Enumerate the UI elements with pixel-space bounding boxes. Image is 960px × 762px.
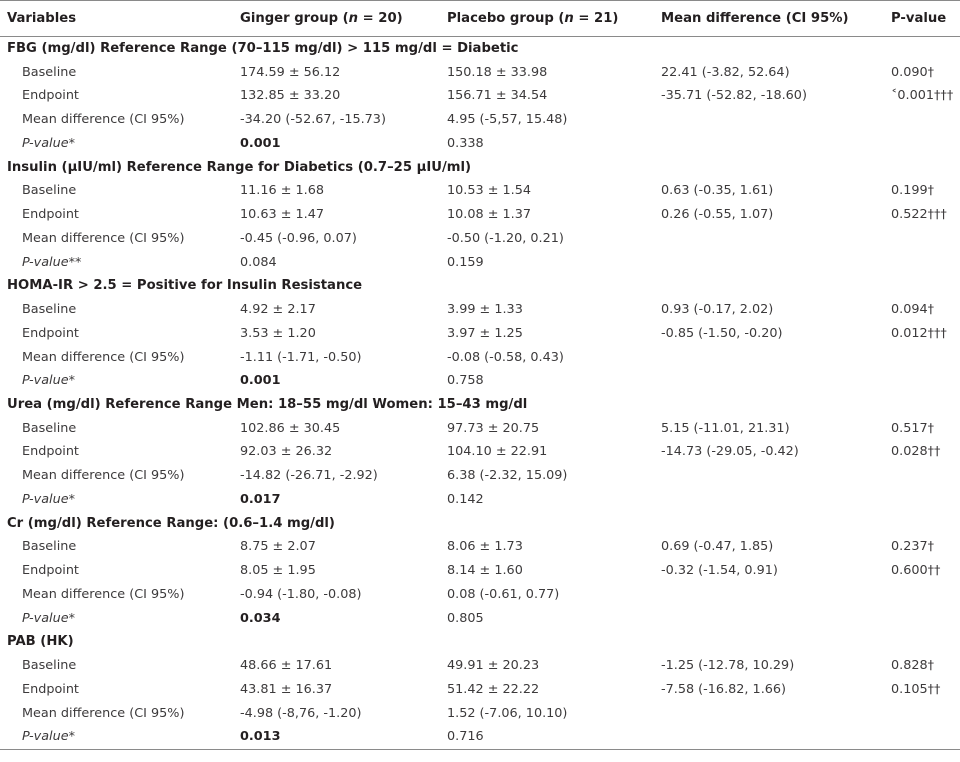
row-label: P-value* xyxy=(22,135,75,151)
header-placebo-group xyxy=(447,1,661,37)
row-label: Baseline xyxy=(22,183,77,199)
table-row xyxy=(0,488,960,512)
section-header-row xyxy=(0,274,960,298)
header-variables: Variables xyxy=(0,1,240,37)
table-row xyxy=(0,61,960,85)
placebo-value: 8.06 ± 1.73 xyxy=(447,539,523,555)
section-header-row xyxy=(0,156,960,180)
table-row xyxy=(0,559,960,583)
p-value xyxy=(891,369,960,393)
section-title: PAB (HK) xyxy=(7,634,74,650)
header-ginger-pre: Ginger group ( xyxy=(240,11,349,26)
row-label: P-value* xyxy=(22,610,75,626)
mean-difference-value xyxy=(661,108,891,132)
p-value xyxy=(891,346,960,370)
table-row xyxy=(0,346,960,370)
row-label: Mean difference (CI 95%) xyxy=(22,705,185,721)
p-value: 0.237† xyxy=(891,539,935,555)
table-row xyxy=(0,84,960,108)
row-label: Mean difference (CI 95%) xyxy=(22,468,185,484)
ginger-value: 102.86 ± 30.45 xyxy=(240,420,341,436)
section-title: FBG (mg/dl) Reference Range (70–115 mg/dl) > 115 mg/dl = Diabetic xyxy=(7,41,519,56)
table-row xyxy=(0,725,960,749)
mean-difference-value xyxy=(661,583,891,607)
ginger-value: -0.94 (-1.80, -0.08) xyxy=(240,586,362,602)
p-value xyxy=(891,108,960,132)
table-row xyxy=(0,251,960,275)
ginger-value: 0.017 xyxy=(240,491,281,507)
p-value: 0.094† xyxy=(891,302,935,318)
placebo-value: 8.14 ± 1.60 xyxy=(447,563,523,579)
row-label: Endpoint xyxy=(22,207,79,223)
p-value xyxy=(891,464,960,488)
row-label: P-value* xyxy=(22,491,75,507)
table-row xyxy=(0,298,960,322)
table-row xyxy=(0,702,960,726)
placebo-value: 10.53 ± 1.54 xyxy=(447,183,531,199)
table-row xyxy=(0,322,960,346)
ginger-value: 8.75 ± 2.07 xyxy=(240,539,316,555)
ginger-value: -34.20 (-52.67, -15.73) xyxy=(240,112,386,128)
table-row xyxy=(0,440,960,464)
ginger-value: 4.92 ± 2.17 xyxy=(240,302,316,318)
p-value: 0.517† xyxy=(891,420,935,436)
ginger-value: 11.16 ± 1.68 xyxy=(240,183,324,199)
p-value: 0.600†† xyxy=(891,563,941,579)
placebo-value: 4.95 (-5,57, 15.48) xyxy=(447,112,568,128)
mean-difference-value xyxy=(661,251,891,275)
section-header-row xyxy=(0,393,960,417)
section-title: Urea (mg/dl) Reference Range Men: 18–55 mg/dl Women: 15–43 mg/dl xyxy=(7,397,528,413)
header-placebo-n: n xyxy=(564,11,574,26)
placebo-value: 6.38 (-2.32, 15.09) xyxy=(447,468,568,484)
placebo-value: 3.99 ± 1.33 xyxy=(447,302,523,318)
mean-difference-value xyxy=(661,702,891,726)
p-value xyxy=(891,583,960,607)
mean-difference-value: -35.71 (-52.82, -18.60) xyxy=(661,88,807,104)
table-row xyxy=(0,654,960,678)
mean-difference-value xyxy=(661,464,891,488)
row-label: Mean difference (CI 95%) xyxy=(22,349,185,365)
ginger-value: 174.59 ± 56.12 xyxy=(240,64,341,80)
ginger-value: -1.11 (-1.71, -0.50) xyxy=(240,349,362,365)
placebo-value: 10.08 ± 1.37 xyxy=(447,207,531,223)
placebo-value: 0.08 (-0.61, 0.77) xyxy=(447,586,560,602)
row-label: Mean difference (CI 95%) xyxy=(22,112,185,128)
row-label: Mean difference (CI 95%) xyxy=(22,230,185,246)
table-row xyxy=(0,678,960,702)
row-label: Mean difference (CI 95%) xyxy=(22,586,185,602)
p-value xyxy=(891,607,960,631)
mean-difference-value: -14.73 (-29.05, -0.42) xyxy=(661,444,799,460)
p-value: 0.828† xyxy=(891,658,935,674)
placebo-value: -0.50 (-1.20, 0.21) xyxy=(447,230,564,246)
header-ginger-post: = 20) xyxy=(358,11,403,26)
mean-difference-value: -7.58 (-16.82, 1.66) xyxy=(661,681,787,697)
header-row xyxy=(0,1,960,37)
mean-difference-value: 5.15 (-11.01, 21.31) xyxy=(661,420,790,436)
ginger-value: -14.82 (-26.71, -2.92) xyxy=(240,468,378,484)
mean-difference-value xyxy=(661,132,891,156)
table-row xyxy=(0,369,960,393)
header-placebo-post: = 21) xyxy=(573,11,619,26)
ginger-value: 92.03 ± 26.32 xyxy=(240,444,333,460)
row-label: Baseline xyxy=(22,658,77,674)
p-value: 0.105†† xyxy=(891,681,941,697)
mean-difference-value: 0.93 (-0.17, 2.02) xyxy=(661,302,774,318)
header-ginger-n: n xyxy=(348,11,359,26)
placebo-value: 156.71 ± 34.54 xyxy=(447,88,548,104)
table-row xyxy=(0,108,960,132)
section-header-row xyxy=(0,37,960,61)
p-value xyxy=(891,488,960,512)
row-label: Endpoint xyxy=(22,681,79,697)
row-label: Endpoint xyxy=(22,88,79,104)
placebo-value: 0.758 xyxy=(447,373,484,389)
header-placebo-pre: Placebo group ( xyxy=(447,11,565,26)
ginger-value: 8.05 ± 1.95 xyxy=(240,563,316,579)
p-value xyxy=(891,227,960,251)
placebo-value: 97.73 ± 20.75 xyxy=(447,420,540,436)
mean-difference-value xyxy=(661,369,891,393)
row-label: P-value* xyxy=(0,725,240,749)
table-row xyxy=(0,607,960,631)
ginger-value: 0.001 xyxy=(240,135,281,151)
ginger-value: 0.013 xyxy=(240,725,447,749)
row-label: Baseline xyxy=(22,64,77,80)
placebo-value: 0.338 xyxy=(447,135,484,151)
section-header-row xyxy=(0,512,960,536)
placebo-value: 0.716 xyxy=(447,725,661,749)
mean-difference-value: -0.32 (-1.54, 0.91) xyxy=(661,563,778,579)
p-value: ˂0.001††† xyxy=(891,88,954,104)
table-row xyxy=(0,132,960,156)
table-row xyxy=(0,535,960,559)
ginger-value: -4.98 (-8,76, -1.20) xyxy=(240,705,362,721)
placebo-value: 104.10 ± 22.91 xyxy=(447,444,548,460)
placebo-value: 49.91 ± 20.23 xyxy=(447,658,540,674)
section-title: Cr (mg/dl) Reference Range: (0.6–1.4 mg/dl) xyxy=(7,515,335,531)
ginger-value: 132.85 ± 33.20 xyxy=(240,88,341,104)
mean-difference-value: 0.26 (-0.55, 1.07) xyxy=(661,207,774,223)
table-row xyxy=(0,464,960,488)
ginger-value: 43.81 ± 16.37 xyxy=(240,681,333,697)
table-row xyxy=(0,417,960,441)
row-label: Baseline xyxy=(22,302,77,318)
p-value: 0.522††† xyxy=(891,207,947,223)
header-ginger-group xyxy=(240,1,447,37)
ginger-value: 48.66 ± 17.61 xyxy=(240,658,333,674)
p-value: 0.090† xyxy=(891,64,935,80)
table-row xyxy=(0,583,960,607)
placebo-value: 0.159 xyxy=(447,254,484,270)
mean-difference-value: -0.85 (-1.50, -0.20) xyxy=(661,325,783,341)
p-value xyxy=(891,251,960,275)
placebo-value: 150.18 ± 33.98 xyxy=(447,64,548,80)
section-title: Insulin (µIU/ml) Reference Range for Diabetics (0.7–25 µIU/ml) xyxy=(7,159,472,175)
mean-difference-value xyxy=(661,227,891,251)
mean-difference-value: -1.25 (-12.78, 10.29) xyxy=(661,658,795,674)
mean-difference-value xyxy=(661,488,891,512)
p-value: 0.012††† xyxy=(891,325,947,341)
table-row xyxy=(0,179,960,203)
placebo-value: 0.805 xyxy=(447,610,484,626)
row-label: Baseline xyxy=(22,420,77,436)
section-title: HOMA-IR > 2.5 = Positive for Insulin Resistance xyxy=(7,278,363,294)
placebo-value: 1.52 (-7.06, 10.10) xyxy=(447,705,568,721)
section-header-row xyxy=(0,630,960,654)
row-label: Baseline xyxy=(22,539,77,555)
p-value xyxy=(891,725,960,749)
placebo-value: 3.97 ± 1.25 xyxy=(447,325,523,341)
p-value: 0.199† xyxy=(891,183,935,199)
placebo-value: 0.142 xyxy=(447,491,484,507)
header-mean-difference: Mean difference (CI 95%) xyxy=(661,1,891,37)
p-value xyxy=(891,132,960,156)
ginger-value: 3.53 ± 1.20 xyxy=(240,325,316,341)
table-body xyxy=(0,37,960,750)
mean-difference-value: 0.69 (-0.47, 1.85) xyxy=(661,539,774,555)
header-p-value: P-value xyxy=(891,1,960,37)
ginger-value: -0.45 (-0.96, 0.07) xyxy=(240,230,357,246)
row-label: Endpoint xyxy=(22,325,79,341)
mean-difference-value xyxy=(661,607,891,631)
row-label: P-value** xyxy=(22,254,82,270)
p-value: 0.028†† xyxy=(891,444,941,460)
row-label: Endpoint xyxy=(22,444,79,460)
p-value xyxy=(891,702,960,726)
row-label: P-value* xyxy=(22,373,75,389)
table-row xyxy=(0,203,960,227)
ginger-value: 10.63 ± 1.47 xyxy=(240,207,324,223)
table-row xyxy=(0,227,960,251)
ginger-value: 0.001 xyxy=(240,373,281,389)
mean-difference-value: 0.63 (-0.35, 1.61) xyxy=(661,183,774,199)
ginger-value: 0.034 xyxy=(240,610,281,626)
mean-difference-value xyxy=(661,725,891,749)
mean-difference-value xyxy=(661,346,891,370)
placebo-value: 51.42 ± 22.22 xyxy=(447,681,540,697)
mean-difference-value: 22.41 (-3.82, 52.64) xyxy=(661,64,790,80)
ginger-value: 0.084 xyxy=(240,254,277,270)
placebo-value: -0.08 (-0.58, 0.43) xyxy=(447,349,564,365)
row-label: Endpoint xyxy=(22,563,79,579)
